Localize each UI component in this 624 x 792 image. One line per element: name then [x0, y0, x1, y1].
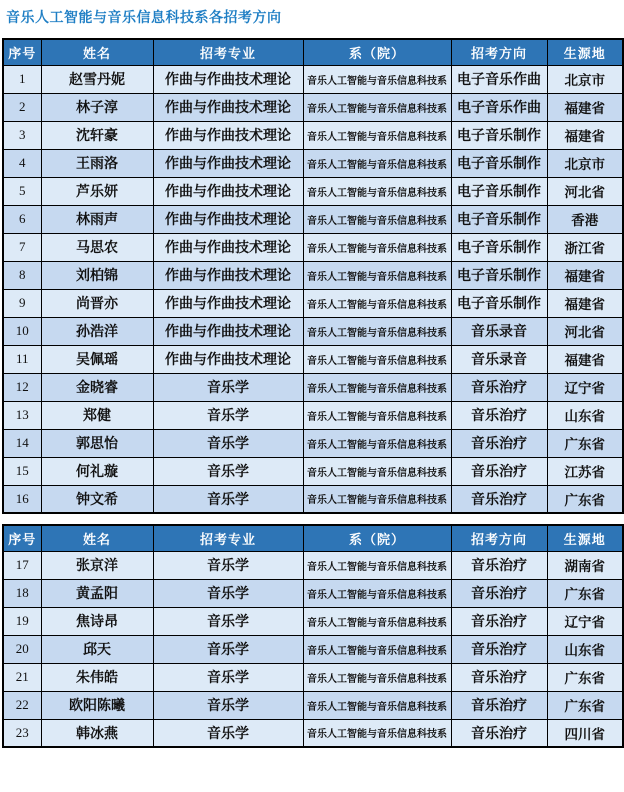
student-name-cell: 尚晋亦: [41, 289, 153, 317]
origin-cell: 广东省: [547, 691, 623, 719]
table-row: [3, 429, 623, 457]
origin-cell: 山东省: [547, 635, 623, 663]
major-cell: 作曲与作曲技术理论: [153, 149, 303, 177]
row-no-cell: 7: [3, 233, 41, 261]
major-cell: 音乐学: [153, 457, 303, 485]
department-cell: 音乐人工智能与音乐信息科技系: [303, 289, 451, 317]
table-row: [3, 345, 623, 373]
direction-cell: 音乐治疗: [451, 635, 547, 663]
direction-cell: 电子音乐作曲: [451, 93, 547, 121]
origin-cell: 福建省: [547, 93, 623, 121]
major-cell: 作曲与作曲技术理论: [153, 261, 303, 289]
row-no-cell: 18: [3, 579, 41, 607]
major-cell: 音乐学: [153, 373, 303, 401]
table-row: [3, 149, 623, 177]
department-cell: 音乐人工智能与音乐信息科技系: [303, 149, 451, 177]
origin-cell: 广东省: [547, 485, 623, 513]
student-name-cell: 韩冰燕: [41, 719, 153, 747]
student-name-cell: 王雨洛: [41, 149, 153, 177]
table-row: [3, 579, 623, 607]
direction-cell: 音乐治疗: [451, 691, 547, 719]
column-header-name: 姓名: [41, 525, 153, 551]
student-name-cell: 郭思怡: [41, 429, 153, 457]
student-name-cell: 欧阳陈曦: [41, 691, 153, 719]
row-no-cell: 9: [3, 289, 41, 317]
direction-cell: 音乐治疗: [451, 485, 547, 513]
direction-cell: 电子音乐制作: [451, 289, 547, 317]
row-no-cell: 2: [3, 93, 41, 121]
row-no-cell: 15: [3, 457, 41, 485]
major-cell: 作曲与作曲技术理论: [153, 177, 303, 205]
major-cell: 作曲与作曲技术理论: [153, 317, 303, 345]
origin-cell: 福建省: [547, 345, 623, 373]
major-cell: 音乐学: [153, 429, 303, 457]
department-cell: 音乐人工智能与音乐信息科技系: [303, 373, 451, 401]
major-cell: 音乐学: [153, 663, 303, 691]
major-cell: 音乐学: [153, 579, 303, 607]
origin-cell: 北京市: [547, 149, 623, 177]
major-cell: 作曲与作曲技术理论: [153, 345, 303, 373]
origin-cell: 浙江省: [547, 233, 623, 261]
direction-cell: 电子音乐制作: [451, 205, 547, 233]
student-name-cell: 芦乐妍: [41, 177, 153, 205]
table-row: [3, 121, 623, 149]
admissions-table-1: [2, 38, 624, 514]
department-cell: 音乐人工智能与音乐信息科技系: [303, 93, 451, 121]
column-header-name: 姓名: [41, 39, 153, 65]
student-name-cell: 焦诗昂: [41, 607, 153, 635]
department-cell: 音乐人工智能与音乐信息科技系: [303, 401, 451, 429]
direction-cell: 电子音乐制作: [451, 149, 547, 177]
column-header-major: 招考专业: [153, 39, 303, 65]
direction-cell: 音乐治疗: [451, 607, 547, 635]
department-cell: 音乐人工智能与音乐信息科技系: [303, 551, 451, 579]
row-no-cell: 23: [3, 719, 41, 747]
direction-cell: 音乐治疗: [451, 373, 547, 401]
department-cell: 音乐人工智能与音乐信息科技系: [303, 635, 451, 663]
table-row: [3, 401, 623, 429]
column-header-no: 序号: [3, 525, 41, 551]
direction-cell: 音乐治疗: [451, 719, 547, 747]
origin-cell: 香港: [547, 205, 623, 233]
column-header-origin: 生源地: [547, 39, 623, 65]
student-name-cell: 沈轩豪: [41, 121, 153, 149]
department-cell: 音乐人工智能与音乐信息科技系: [303, 177, 451, 205]
page-title: 音乐人工智能与音乐信息科技系各招考方向: [6, 9, 282, 25]
row-no-cell: 14: [3, 429, 41, 457]
table-row: [3, 289, 623, 317]
origin-cell: 辽宁省: [547, 373, 623, 401]
row-no-cell: 13: [3, 401, 41, 429]
origin-cell: 福建省: [547, 121, 623, 149]
row-no-cell: 10: [3, 317, 41, 345]
row-no-cell: 5: [3, 177, 41, 205]
major-cell: 作曲与作曲技术理论: [153, 233, 303, 261]
direction-cell: 电子音乐制作: [451, 233, 547, 261]
department-cell: 音乐人工智能与音乐信息科技系: [303, 317, 451, 345]
department-cell: 音乐人工智能与音乐信息科技系: [303, 663, 451, 691]
table-row: [3, 317, 623, 345]
origin-cell: 湖南省: [547, 551, 623, 579]
row-no-cell: 11: [3, 345, 41, 373]
student-name-cell: 邱天: [41, 635, 153, 663]
student-name-cell: 刘柏锦: [41, 261, 153, 289]
table-row: [3, 485, 623, 513]
table-row: [3, 177, 623, 205]
table-row: [3, 663, 623, 691]
department-cell: 音乐人工智能与音乐信息科技系: [303, 121, 451, 149]
table-row: [3, 457, 623, 485]
student-name-cell: 钟文希: [41, 485, 153, 513]
column-header-no: 序号: [3, 39, 41, 65]
student-name-cell: 黄孟阳: [41, 579, 153, 607]
row-no-cell: 4: [3, 149, 41, 177]
department-cell: 音乐人工智能与音乐信息科技系: [303, 691, 451, 719]
major-cell: 音乐学: [153, 401, 303, 429]
major-cell: 音乐学: [153, 551, 303, 579]
direction-cell: 电子音乐制作: [451, 177, 547, 205]
major-cell: 音乐学: [153, 719, 303, 747]
table-header: [3, 525, 623, 551]
row-no-cell: 19: [3, 607, 41, 635]
department-cell: 音乐人工智能与音乐信息科技系: [303, 205, 451, 233]
row-no-cell: 3: [3, 121, 41, 149]
student-name-cell: 孙浩洋: [41, 317, 153, 345]
row-no-cell: 21: [3, 663, 41, 691]
column-header-major: 招考专业: [153, 525, 303, 551]
student-name-cell: 马思农: [41, 233, 153, 261]
origin-cell: 四川省: [547, 719, 623, 747]
direction-cell: 音乐治疗: [451, 457, 547, 485]
row-no-cell: 8: [3, 261, 41, 289]
major-cell: 作曲与作曲技术理论: [153, 205, 303, 233]
origin-cell: 河北省: [547, 177, 623, 205]
student-name-cell: 林子淳: [41, 93, 153, 121]
row-no-cell: 20: [3, 635, 41, 663]
row-no-cell: 17: [3, 551, 41, 579]
row-no-cell: 22: [3, 691, 41, 719]
table-row: [3, 233, 623, 261]
direction-cell: 音乐治疗: [451, 663, 547, 691]
department-cell: 音乐人工智能与音乐信息科技系: [303, 607, 451, 635]
table-row: [3, 551, 623, 579]
department-cell: 音乐人工智能与音乐信息科技系: [303, 579, 451, 607]
origin-cell: 福建省: [547, 289, 623, 317]
table-row: [3, 691, 623, 719]
row-no-cell: 12: [3, 373, 41, 401]
department-cell: 音乐人工智能与音乐信息科技系: [303, 65, 451, 93]
direction-cell: 电子音乐作曲: [451, 65, 547, 93]
column-header-dept: 系（院）: [303, 525, 451, 551]
table-row: [3, 65, 623, 93]
column-header-dept: 系（院）: [303, 39, 451, 65]
student-name-cell: 金晓睿: [41, 373, 153, 401]
column-header-origin: 生源地: [547, 525, 623, 551]
direction-cell: 音乐治疗: [451, 429, 547, 457]
major-cell: 作曲与作曲技术理论: [153, 93, 303, 121]
column-header-direction: 招考方向: [451, 39, 547, 65]
admissions-table-2: [2, 524, 624, 748]
table-row: [3, 635, 623, 663]
major-cell: 作曲与作曲技术理论: [153, 65, 303, 93]
origin-cell: 江苏省: [547, 457, 623, 485]
table-body: [3, 65, 623, 513]
origin-cell: 北京市: [547, 65, 623, 93]
direction-cell: 电子音乐制作: [451, 121, 547, 149]
table-row: [3, 205, 623, 233]
major-cell: 音乐学: [153, 485, 303, 513]
row-no-cell: 16: [3, 485, 41, 513]
department-cell: 音乐人工智能与音乐信息科技系: [303, 429, 451, 457]
student-name-cell: 吴佩瑶: [41, 345, 153, 373]
student-name-cell: 朱伟皓: [41, 663, 153, 691]
major-cell: 音乐学: [153, 635, 303, 663]
row-no-cell: 1: [3, 65, 41, 93]
origin-cell: 山东省: [547, 401, 623, 429]
department-cell: 音乐人工智能与音乐信息科技系: [303, 345, 451, 373]
table-body: [3, 551, 623, 747]
student-name-cell: 张京洋: [41, 551, 153, 579]
direction-cell: 电子音乐制作: [451, 261, 547, 289]
department-cell: 音乐人工智能与音乐信息科技系: [303, 485, 451, 513]
table-row: [3, 719, 623, 747]
table-row: [3, 373, 623, 401]
column-header-direction: 招考方向: [451, 525, 547, 551]
department-cell: 音乐人工智能与音乐信息科技系: [303, 457, 451, 485]
direction-cell: 音乐治疗: [451, 551, 547, 579]
major-cell: 作曲与作曲技术理论: [153, 289, 303, 317]
row-no-cell: 6: [3, 205, 41, 233]
origin-cell: 辽宁省: [547, 607, 623, 635]
origin-cell: 广东省: [547, 429, 623, 457]
department-cell: 音乐人工智能与音乐信息科技系: [303, 233, 451, 261]
direction-cell: 音乐治疗: [451, 579, 547, 607]
department-cell: 音乐人工智能与音乐信息科技系: [303, 719, 451, 747]
student-name-cell: 何礼璇: [41, 457, 153, 485]
student-name-cell: 赵雪丹妮: [41, 65, 153, 93]
student-name-cell: 郑健: [41, 401, 153, 429]
major-cell: 作曲与作曲技术理论: [153, 121, 303, 149]
table-header-row: [3, 525, 623, 551]
major-cell: 音乐学: [153, 607, 303, 635]
table-header: [3, 39, 623, 65]
major-cell: 音乐学: [153, 691, 303, 719]
direction-cell: 音乐治疗: [451, 401, 547, 429]
student-name-cell: 林雨声: [41, 205, 153, 233]
origin-cell: 广东省: [547, 579, 623, 607]
origin-cell: 广东省: [547, 663, 623, 691]
table-header-row: [3, 39, 623, 65]
origin-cell: 福建省: [547, 261, 623, 289]
table-row: [3, 261, 623, 289]
direction-cell: 音乐录音: [451, 345, 547, 373]
direction-cell: 音乐录音: [451, 317, 547, 345]
table-row: [3, 93, 623, 121]
table-row: [3, 607, 623, 635]
origin-cell: 河北省: [547, 317, 623, 345]
department-cell: 音乐人工智能与音乐信息科技系: [303, 261, 451, 289]
